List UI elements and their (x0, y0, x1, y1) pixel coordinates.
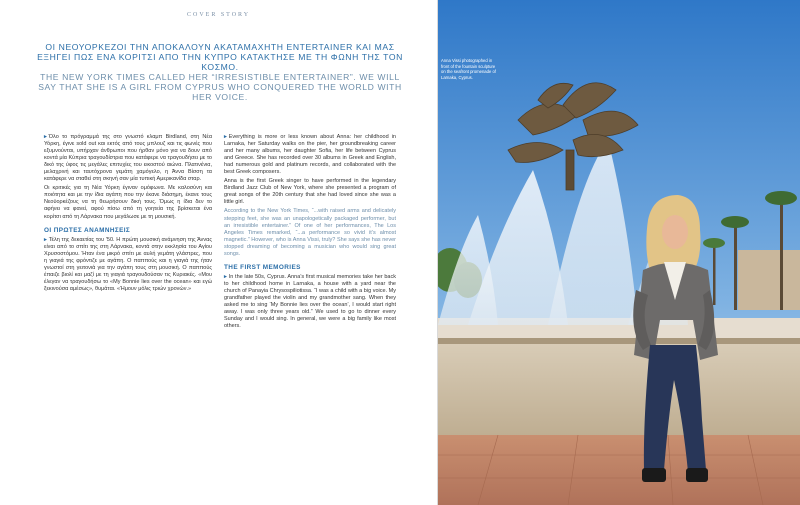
paved-ground (438, 435, 800, 505)
bullet-marker: ▸ (44, 236, 47, 243)
english-paragraph: According to the New York Times, “...with raised arms and delicately stepping feet, she was an unapologetically packaged performer, but an irresistible entertainer.” Of one of her performances, The Los Angeles Times remarked, “...a performance so vivid it’s almost magnetic.” However, who is Anna Vissi, truly? She says she has never stopped dreaming of becoming a musician who would sing great songs. (224, 208, 396, 257)
greek-paragraph-text: Όλο το πρόγραμμά της στο γνωστό κλαμπ Birdland, στη Νέα Υόρκη, έγινε sold out και εκτός από τους μπλουζ και τις φωνές που εξυμνούνται, υπήρχαν άνθρωποι που ήρθαν μόνο για να δουν από κοντά μία Κύπρια τραγουδίστρια που κατάφερε να τραγουδήσει με το δικό της ύφος τις μεγάλες επιτυχίες του εικοστού αιώνα. Πλατινένια, μελαχρινή και ταυτόχρονα γεμάτη χαμόγελο, η Άννα Βίσση τα κατάφερε να σταθεί στη σκηνή σαν μία τυπική Αμερικανίδα σταρ. (44, 134, 212, 183)
article-deck (34, 42, 406, 102)
right-page-photo (438, 0, 800, 505)
greek-column (44, 134, 212, 295)
deck-english: THE NEW YORK TIMES CALLED HER “IRRESISTIBLE ENTERTAINER”. WE WILL SAY THAT SHE IS A GIRL FROM CYPRUS WHO CONQUERED THE WORLD WITH HER VOICE. (38, 72, 402, 102)
deck-greek: ΟΙ ΝΕΟΥΟΡΚΕΖΟΙ ΤΗΝ ΑΠΟΚΑΛΟΥΝ ΑΚΑΤΑΜΑΧΗΤΗ ENTERTAINER ΚΑΙ ΜΑΣ ΕΞΗΓΕΙ ΠΩΣ ΕΝΑ ΚΟΡΙΤΣΙ ΑΠΟ ΤΗΝ ΚΥΠΡΟ ΚΑΤΑΚΤΗΣΕ ΜΕ ΤΗ ΦΩΝΗ ΤΗΣ ΤΟΝ ΚΟΣΜΟ. (37, 42, 403, 72)
greek-paragraph: Οι κριτικές για τη Νέα Υόρκη έγιναν ομόφωνα. Με καλοσύνη και ποιότητα και με την ίδια αγάπη που την έκανε διάσημη, έκανε τους Νεοϋορκέζους να τη θεωρήσουν δική τους. Όμως η ίδια δεν το αφήνει να φανεί, αφού πίσω από τη γοητεία της βρίσκεται ένα κορίτσι από τη Λάρνακα που μεγάλωσε με τη μουσική. (44, 185, 212, 220)
greek-paragraph (44, 134, 212, 183)
english-memories-text: In the late 50s, Cyprus. Anna’s first musical memories take her back to her childhood home in Larnaka, a house with a yard near the church of Panayia Chrysospiliotissa. “I was a child with a big voice. My grandfather played the violin and my grandmother sang. When they asked me to sing ‘My Bonnie lies over the ocean’, I would start right away. I was only three years old.” We used to go to dinner every Sunday and I would sing. In general, we were a big family like most others. (224, 273, 396, 330)
english-paragraph-text: Everything is more or less known about Anna: her childhood in Larnaka, her Saturday walks on the pier, her groundbreaking career and her many albums, her daughter Sofia, her life between Cyprus and Greece. She has recorded over 30 albums in Greek and English, had numerous gold and platinum records, and collaborated with the best Greek composers. (224, 134, 396, 176)
english-paragraph (224, 274, 396, 330)
wall-ledge (438, 338, 800, 344)
bullet-marker: ▸ (224, 273, 227, 280)
bullet-marker: ▸ (44, 134, 47, 140)
fountain-wall (438, 340, 800, 435)
greek-section-heading: ΟΙ ΠΡΩΤΕΣ ΑΝΑΜΝΗΣΕΙΣ (44, 226, 131, 234)
greek-paragraph (44, 237, 212, 293)
english-column (224, 134, 396, 332)
photo-caption: Anna Vissi photographed in front of the fountain sculpture on the seafront promenade of Larnaka, Cyprus. (441, 58, 496, 80)
bullet-marker: ▸ (224, 134, 227, 140)
english-paragraph: Anna is the first Greek singer to have performed in the legendary Birdland Jazz Club of New York, where she presented a program of great songs of the 20th century that she had loved since she was a little girl. (224, 178, 396, 206)
section-kicker: COVER STORY (187, 12, 251, 18)
english-paragraph (224, 134, 396, 176)
building (738, 250, 800, 310)
greek-memories-text: Τέλη της δεκαετίας του '50. Η πρώτη μουσική ανάμνηση της Άννας είναι από το σπίτι της στη Λάρνακα, κοντά στην εκκλησία του Αγίου Χρυσοστόμου. Ήταν ένα μικρό σπίτι με αυλή γεμάτη γλάστρες, που η γιαγιά της φρόντιζε με αγάπη. Ο παππούς και η γιαγιά της ήταν γνωστοί στη γειτονιά για την αγάπη τους στη μουσική. Ο παππούς έπαιζε βιολί και μαζί με τη γιαγιά τραγουδούσαν τις Κυριακές. «Μου έλεγαν να τραγουδήσω το «My Bonnie lies over the ocean» και εγώ ξεκινούσα αμέσως», θυμάται. «Ήμουν μόλις τριών χρονών.» (44, 236, 212, 292)
english-section-heading: THE FIRST MEMORIES (224, 263, 301, 271)
